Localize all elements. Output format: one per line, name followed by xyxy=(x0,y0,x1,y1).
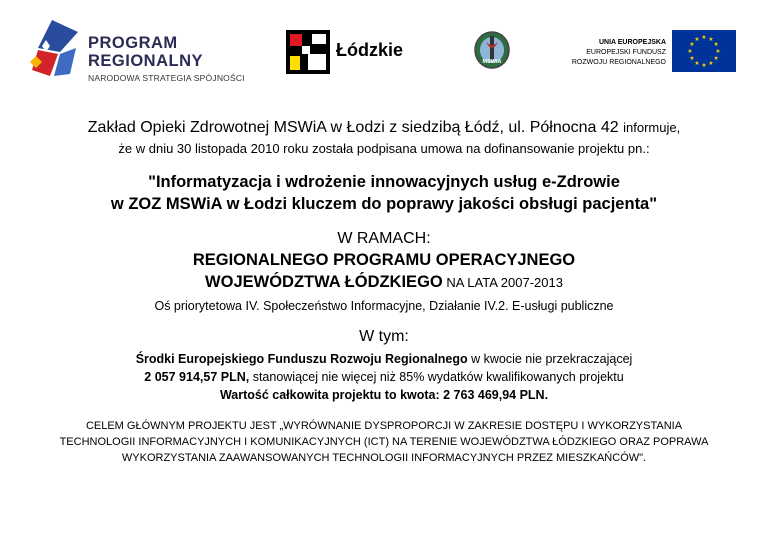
w-ramach-heading: W RAMACH: xyxy=(337,230,431,247)
program-regionalny-line1: PROGRAM xyxy=(88,34,178,52)
total-value: Wartość całkowita projektu to kwota: 2 763 469,94 PLN. xyxy=(219,388,549,402)
svg-text:★: ★ xyxy=(694,60,700,68)
w-tym-heading: W tym: xyxy=(359,328,409,345)
intro-institution: Zakład Opieki Zdrowotnej MSWiA w Łodzi z siedzibą Łódź, ul. Północna 42 xyxy=(87,119,624,136)
svg-text:★: ★ xyxy=(689,55,695,62)
funding-line-2-rest: stanowiącej nie więcej niż 85% wydatków kwalifikowanych projektu xyxy=(249,370,624,384)
mswia-emblem-icon xyxy=(473,30,511,70)
rpo-line-2 xyxy=(0,271,768,294)
eu-caption-line1: UNIA EUROPEJSKA xyxy=(598,39,666,46)
program-regionalny-mark-icon xyxy=(30,18,80,80)
eu-flag-icon xyxy=(672,30,736,72)
intro-informuje: informuje, xyxy=(623,120,681,135)
program-regionalny-line2: REGIONALNY xyxy=(88,52,204,70)
svg-text:★: ★ xyxy=(687,48,693,55)
intro-line-1 xyxy=(0,118,768,138)
eu-caption-line2: EUROPEJSKI FUNDUSZ xyxy=(586,49,666,56)
svg-text:★: ★ xyxy=(715,48,721,55)
goal-line-1: CELEM GŁÓWNYM PROJEKTU JEST „WYRÓWNANIE DYSPROPORCJI W ZAKRESIE DOSTĘPU I WYKORZYSTANIA xyxy=(85,420,683,432)
goal-line-3: WYKORZYSTANIA ZAAWANSOWANYCH TECHNOLOGII INFORMACYJNYCH PRZEZ MIESZKAŃCÓW". xyxy=(121,452,647,464)
lodzkie-wordmark: Łódzkie xyxy=(336,40,404,60)
program-regionalny-logo xyxy=(30,18,250,88)
svg-text:★: ★ xyxy=(701,62,707,69)
svg-text:★: ★ xyxy=(708,35,714,43)
announcement-body xyxy=(0,118,768,466)
project-title-line-1: "Informatyzacja i wdrożenie innowacyjnych usług e-Zdrowie xyxy=(148,173,620,191)
funding-line-1-rest: w kwocie nie przekraczającej xyxy=(467,352,633,366)
svg-text:★: ★ xyxy=(713,55,719,62)
priority-axis: Oś priorytetowa IV. Społeczeństwo Informacyjne, Działanie IV.2. E-usługi publiczne xyxy=(154,299,614,313)
eu-fund-caption xyxy=(556,38,666,68)
rpo-years: NA LATA 2007-2013 xyxy=(442,275,563,290)
svg-text:★: ★ xyxy=(694,35,700,43)
svg-text:★: ★ xyxy=(713,41,719,48)
funding-amount: 2 057 914,57 PLN, xyxy=(144,370,250,384)
program-regionalny-subtitle: NARODOWA STRATEGIA SPÓJNOŚCI xyxy=(88,73,245,83)
rpo-line-1: REGIONALNEGO PROGRAMU OPERACYJNEGO xyxy=(192,251,576,269)
eu-caption-line3: ROZWOJU REGIONALNEGO xyxy=(571,59,666,66)
svg-text:★: ★ xyxy=(689,41,695,48)
rpo-wojewodztwo: WOJEWÓDZTWA ŁÓDZKIEGO xyxy=(205,273,443,291)
logo-bar xyxy=(0,0,768,100)
svg-text:MSWiA: MSWiA xyxy=(482,59,502,65)
funding-line-2 xyxy=(0,368,768,386)
funding-line-1 xyxy=(0,350,768,368)
lodzkie-logo xyxy=(286,30,416,76)
intro-line-2: że w dniu 30 listopada 2010 roku została podpisana umowa na dofinansowanie projektu pn.: xyxy=(118,141,650,156)
project-title-line-2: w ZOZ MSWiA w Łodzi kluczem do poprawy jakości obsługi pacjenta" xyxy=(110,195,658,213)
svg-text:★: ★ xyxy=(701,34,707,41)
goal-line-2: TECHNOLOGII INFORMACYJNYCH I KOMUNIKACYJNYCH (ICT) NA TERENIE WOJEWÓDZTWA ŁÓDZKIEGO ORAZ POPRAWA xyxy=(59,436,709,448)
svg-text:★: ★ xyxy=(708,60,714,68)
lodzkie-mark-icon xyxy=(286,30,330,74)
funding-source: Środki Europejskiego Funduszu Rozwoju Regionalnego xyxy=(135,352,468,366)
